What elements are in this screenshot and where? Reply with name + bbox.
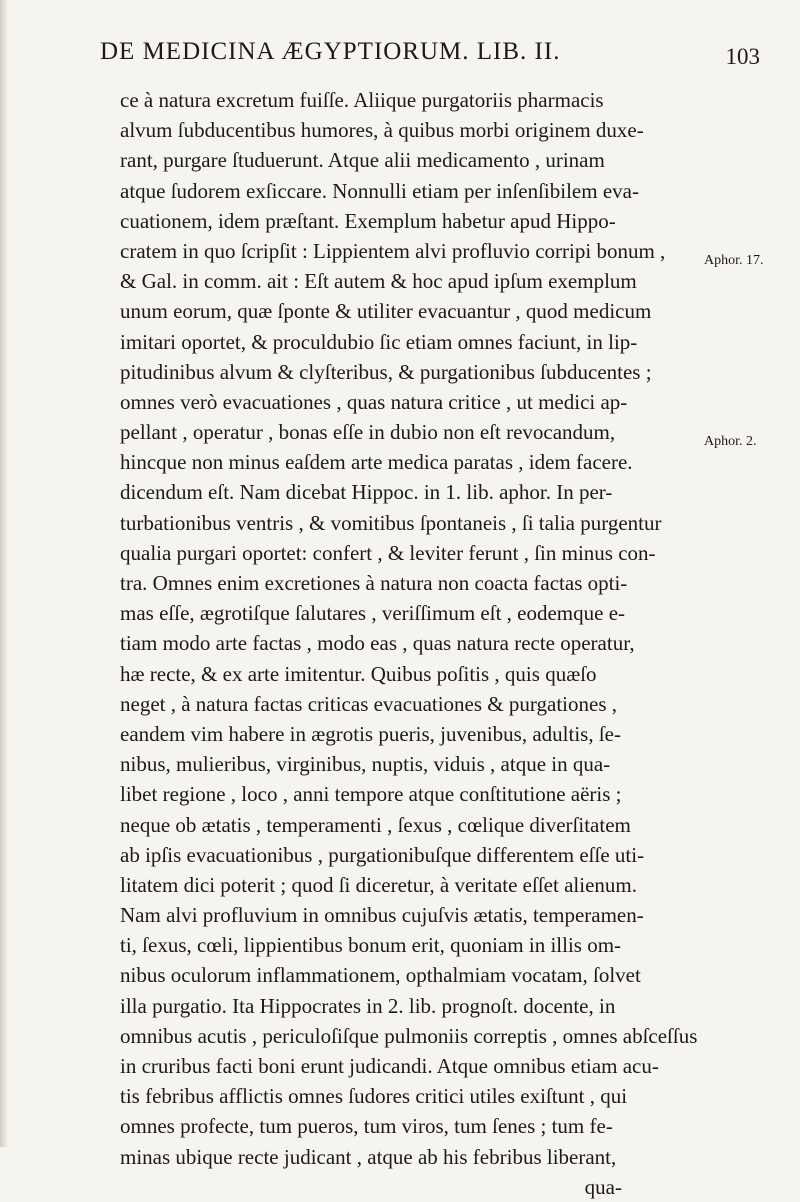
- margin-note-aphor-2: Aphor. 2.: [704, 434, 757, 449]
- text-line: Nam alvi profluvium in omnibus cujuſvis ætatis, temperamen-: [120, 903, 644, 928]
- text-line: cuationem, idem præſtant. Exemplum habetur apud Hippo-: [120, 208, 616, 233]
- text-line: illa purgatio. Ita Hippocrates in 2. lib. prognoſt. docente, in: [120, 993, 616, 1018]
- text-line: ti, ſexus, cœli, lippientibus bonum erit, quoniam in illis om-: [120, 933, 622, 958]
- text-line: neget , à natura factas criticas evacuationes & purgationes ,: [120, 691, 617, 716]
- text-line: hincque non minus eaſdem arte medica paratas , idem facere.: [120, 450, 633, 475]
- text-line: minas ubique recte judicant , atque ab his febribus liberant,: [120, 1144, 617, 1169]
- margin-note-aphor-17: Aphor. 17.: [704, 253, 764, 268]
- text-line: pitudinibus alvum & clyſteribus, & purgationibus ſubducentes ;: [120, 359, 652, 384]
- page-header: [100, 38, 760, 78]
- text-line: cratem in quo ſcripſit : Lippientem alvi profluvio corripi bonum ,: [120, 238, 666, 263]
- text-line: alvum ſubducentibus humores, à quibus morbi originem duxe-: [120, 118, 644, 143]
- catchword: qua-: [584, 1174, 622, 1199]
- body-text: [120, 85, 698, 1202]
- text-line: in cruribus facti boni erunt judicandi. Atque omnibus etiam acu-: [120, 1054, 659, 1078]
- text-line: nibus, mulieribus, virginibus, nuptis, viduis , atque in qua-: [120, 752, 611, 777]
- text-line: omnes verò evacuationes , quas natura critice , ut medici ap-: [120, 389, 628, 414]
- text-line: ce à natura excretum fuiſſe. Aliique purgatoriis pharmacis: [120, 88, 604, 112]
- text-line: neque ob ætatis , temperamenti , ſexus , cœlique diverſitatem: [120, 812, 631, 837]
- text-line: & Gal. in comm. ait : Eſt autem & hoc apud ipſum exemplum: [120, 269, 637, 294]
- text-line: unum eorum, quæ ſponte & utiliter evacuantur , quod medicum: [120, 299, 652, 324]
- text-line: libet regione , loco , anni tempore atque conſtitutione aëris ;: [120, 782, 622, 807]
- text-line: litatem dici poterit ; quod ſi diceretur, à veritate eſſet alienum.: [120, 872, 637, 897]
- text-line: hæ recte, & ex arte imitentur. Quibus poſitis , quis quæſo: [120, 661, 597, 686]
- text-line: tis febribus afflictis omnes ſudores critici utiles exiſtunt , qui: [120, 1084, 628, 1109]
- text-line: dicendum eſt. Nam dicebat Hippoc. in 1. lib. aphor. In per-: [120, 480, 613, 505]
- text-line: imitari oportet, & proculdubio ſic etiam omnes faciunt, in lip-: [120, 329, 638, 354]
- text-line: nibus oculorum inflammationem, opthalmiam vocatam, ſolvet: [120, 963, 641, 988]
- text-line: tra. Omnes enim excretiones à natura non coacta factas opti-: [120, 571, 628, 595]
- text-line: eandem vim habere in ægrotis pueris, juvenibus, adultis, ſe-: [120, 721, 621, 746]
- running-title: DE MEDICINA ÆGYPTIORUM. LIB. II.: [100, 38, 561, 65]
- page-edge-shadow: [0, 0, 8, 1147]
- text-line: qualia purgari oportet: confert , & leviter ferunt , ſin minus con-: [120, 540, 656, 565]
- text-line: rant, purgare ſtuduerunt. Atque alii medicamento , urinam: [120, 148, 605, 173]
- text-line: omnibus acutis , periculoſiſque pulmoniis correptis , omnes abſceſſus: [120, 1023, 698, 1048]
- text-line: turbationibus ventris , & vomitibus ſpontaneis , ſi talia purgentur: [120, 510, 662, 535]
- text-line: omnes profecte, tum pueros, tum viros, tum ſenes ; tum fe-: [120, 1114, 613, 1139]
- text-line: tiam modo arte factas , modo eas , quas natura recte operatur,: [120, 631, 635, 656]
- text-line: mas eſſe, ægrotiſque ſalutares , veriſſimum eſt , eodemque e-: [120, 601, 626, 626]
- page-number: 103: [725, 44, 760, 69]
- text-line: pellant , operatur , bonas eſſe in dubio non eſt revocandum,: [120, 420, 616, 445]
- text-line: ab ipſis evacuationibus , purgationibuſque differentem eſſe uti-: [120, 842, 645, 867]
- text-line: atque ſudorem exſiccare. Nonnulli etiam per inſenſibilem eva-: [120, 178, 639, 203]
